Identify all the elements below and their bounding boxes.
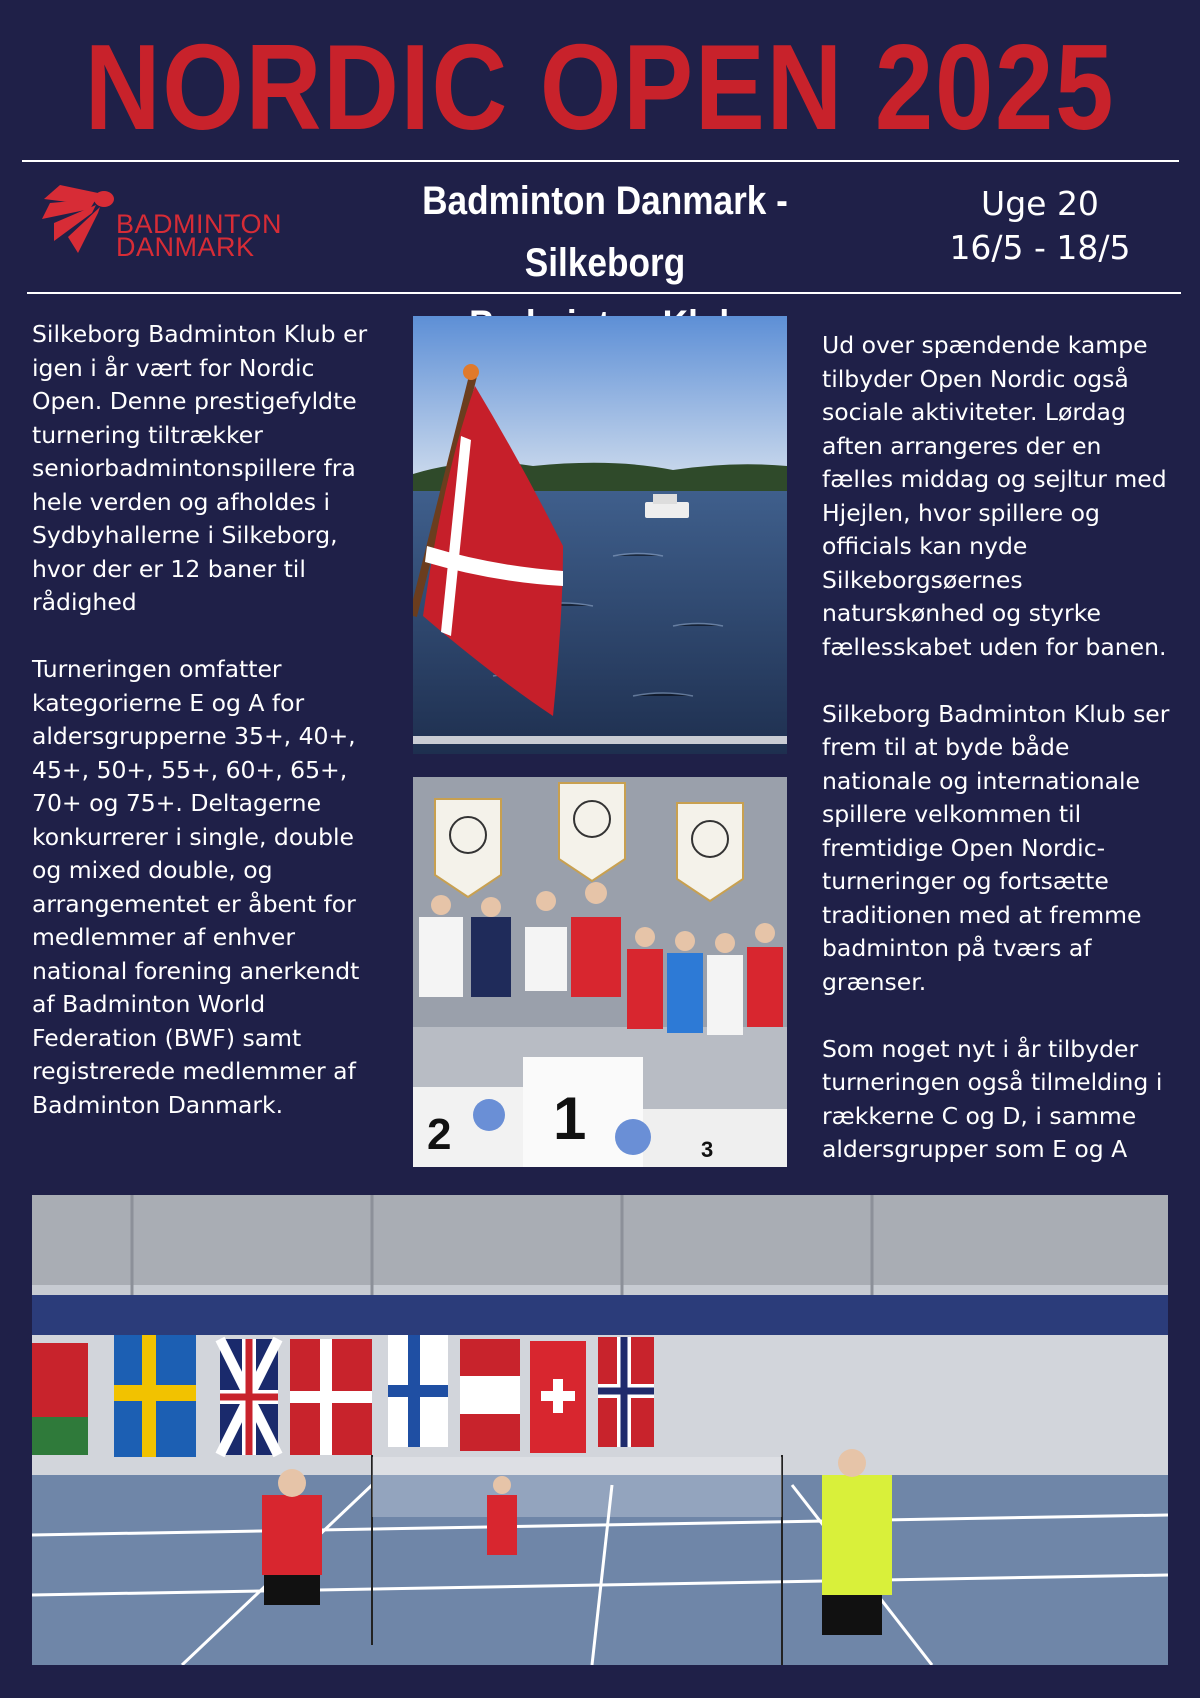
date-range: 16/5 - 18/5 <box>949 228 1131 267</box>
social-activities-paragraph: Ud over spændende kampe tilbyder Open Nordic også sociale aktiviteter. Lørdag aften arrangeres der en fælles middag og sejltur med Hjejlen, hvor spillere og officials kan nyde Silkeborgsøernes naturskønhed og styrke fællesskabet uden for banen. <box>822 331 1167 661</box>
boat-flag-photo <box>413 316 787 754</box>
categories-paragraph: Turneringen omfatter kategorierne E og A for aldersgrupperne 35+, 40+, 45+, 50+, 55+, 60+, 65+, 70+ og 75+. Deltagerne konkurrerer i single, double og mixed double, og arrangementet er åbent for medlemmer af enhver national forening anerkendt af Badminton World Federation (BWF) samt registrerede medlemmer af Badminton Danmark. <box>32 655 360 1119</box>
logo-word-badminton: BADMINTON <box>116 209 283 239</box>
podium-number-2: 2 <box>427 1110 452 1159</box>
left-text-column <box>32 318 372 1156</box>
podium-photo <box>413 777 787 1167</box>
header-bottom-divider <box>27 292 1181 294</box>
intro-paragraph: Silkeborg Badminton Klub er igen i år vært for Nordic Open. Denne prestigefyldte turnering tiltrækker seniorbadmintonspillere fra hele verden og afholdes i Sydbyhallerne i Silkeborg, hvor der er 12 baner til rådighed <box>32 320 368 616</box>
new-categories-paragraph: Som noget nyt i år tilbyder turneringen også tilmelding i rækkerne C og D, i samme aldersgrupper som E og A <box>822 1034 1163 1163</box>
event-dates <box>910 182 1170 270</box>
organizer-line-1: Badminton Danmark - Silkeborg <box>422 179 788 285</box>
logo-word-danmark: DANMARK <box>116 232 255 262</box>
page-title: NORDIC OPEN 2025 <box>84 19 1116 155</box>
shuttlecock-icon <box>40 185 120 255</box>
week-number: Uge 20 <box>981 184 1099 223</box>
sports-hall-photo <box>32 1195 1168 1665</box>
welcome-paragraph: Silkeborg Badminton Klub ser frem til at byde både nationale og internationale spillere velkommen til fremtidige Open Nordic-turneringer og fortsætte traditionen med at fremme badminton på tværs af grænser. <box>822 699 1170 996</box>
podium-number-3: 3 <box>701 1137 714 1162</box>
badminton-danmark-logo <box>40 185 300 262</box>
podium-number-1: 1 <box>553 1085 587 1152</box>
top-divider <box>22 160 1179 162</box>
right-text-column <box>822 329 1172 1200</box>
